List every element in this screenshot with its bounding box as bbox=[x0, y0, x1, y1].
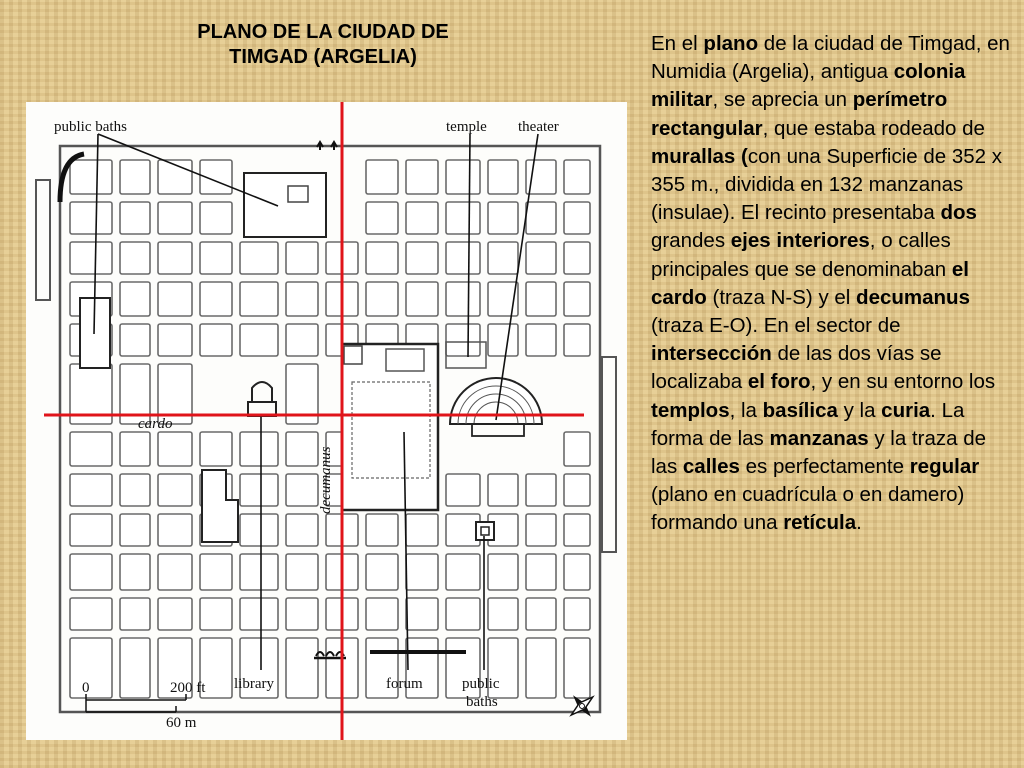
theater-stage bbox=[472, 424, 524, 436]
description-segment: dos bbox=[940, 201, 977, 225]
insula-block bbox=[564, 638, 590, 698]
insula-block bbox=[70, 202, 112, 234]
description-segment: curia bbox=[881, 398, 931, 422]
description-segment: , y en su entorno los bbox=[810, 370, 996, 394]
insula-block bbox=[446, 324, 480, 356]
insula-block bbox=[446, 242, 480, 274]
library-building bbox=[252, 382, 272, 402]
insula-block bbox=[286, 514, 318, 546]
description-segment: , o calles principales que se denominaban bbox=[651, 229, 952, 281]
insula-block bbox=[286, 598, 318, 630]
insula-block bbox=[120, 202, 150, 234]
public-baths-south bbox=[476, 522, 494, 540]
insula-block bbox=[286, 282, 318, 316]
insula-block bbox=[158, 242, 192, 274]
insula-block bbox=[120, 514, 150, 546]
label-theater: theater bbox=[518, 119, 559, 135]
description-segment: templos bbox=[651, 398, 730, 422]
insula-block bbox=[488, 598, 518, 630]
insula-block bbox=[564, 432, 590, 466]
description-segment: es perfectamente bbox=[739, 455, 910, 479]
insula-block bbox=[286, 432, 318, 466]
insula-block bbox=[200, 432, 232, 466]
label-forum: forum bbox=[386, 676, 423, 692]
description-segment: , la bbox=[729, 398, 763, 422]
insula-block bbox=[406, 202, 438, 234]
description-segment: intersección bbox=[651, 342, 772, 366]
insula-block bbox=[366, 160, 398, 194]
label-public-baths: public baths bbox=[54, 119, 127, 135]
insula-block bbox=[564, 554, 590, 590]
description-segment: de las dos vías se localizaba bbox=[651, 342, 942, 394]
insula-block bbox=[200, 282, 232, 316]
insula-block bbox=[240, 514, 278, 546]
insula-block bbox=[70, 554, 112, 590]
description-segment: calles bbox=[682, 455, 740, 479]
public-baths-north bbox=[244, 173, 326, 237]
insula-block bbox=[564, 160, 590, 194]
insula-block bbox=[526, 598, 556, 630]
insula-block bbox=[526, 242, 556, 274]
description-segment: ejes interiores bbox=[730, 229, 870, 253]
description-segment: . bbox=[856, 511, 862, 535]
insula-block bbox=[120, 242, 150, 274]
insula-block bbox=[366, 202, 398, 234]
insula-block bbox=[406, 598, 438, 630]
insula-block bbox=[158, 514, 192, 546]
insula-block bbox=[406, 160, 438, 194]
insula-block bbox=[120, 638, 150, 698]
insula-block bbox=[286, 554, 318, 590]
description-segment: . La forma de las bbox=[651, 398, 965, 450]
insula-block bbox=[120, 554, 150, 590]
description-segment: basílica bbox=[762, 398, 838, 422]
insula-block bbox=[240, 474, 278, 506]
insula-block bbox=[366, 282, 398, 316]
insula-block bbox=[240, 554, 278, 590]
insula-block bbox=[564, 474, 590, 506]
insula-block bbox=[70, 598, 112, 630]
description-segment: colonia militar bbox=[651, 60, 966, 112]
description-segment: murallas ( bbox=[651, 144, 748, 168]
insula-block bbox=[488, 242, 518, 274]
insula-block bbox=[240, 242, 278, 274]
description-segment: retícula bbox=[783, 511, 857, 535]
page-title: PLANO DE LA CIUDAD DE TIMGAD (ARGELIA) bbox=[197, 21, 449, 68]
description-segment: grandes bbox=[651, 229, 731, 253]
insula-block bbox=[564, 242, 590, 274]
insula-block bbox=[120, 160, 150, 194]
city-plan-map bbox=[26, 102, 627, 740]
description-segment: En el bbox=[651, 32, 704, 55]
insula-block bbox=[200, 324, 232, 356]
description-segment: decumanus bbox=[856, 285, 970, 309]
insula-block bbox=[120, 598, 150, 630]
insula-block bbox=[488, 554, 518, 590]
insula-block bbox=[158, 202, 192, 234]
insula-block bbox=[158, 598, 192, 630]
insula-block bbox=[446, 514, 480, 546]
insula-block bbox=[406, 242, 438, 274]
insula-block bbox=[70, 638, 112, 698]
description-segment: y la traza de las bbox=[651, 426, 987, 479]
insula-block bbox=[406, 514, 438, 546]
insula-block bbox=[200, 554, 232, 590]
east-annex bbox=[602, 357, 616, 552]
insula-block bbox=[120, 432, 150, 466]
map-svg bbox=[26, 102, 627, 740]
insula-block bbox=[488, 324, 518, 356]
insula-block bbox=[286, 324, 318, 356]
insula-block bbox=[488, 474, 518, 506]
insula-block bbox=[240, 282, 278, 316]
description-segment: regular bbox=[909, 455, 980, 479]
label-decumanus: decumanus bbox=[318, 446, 334, 514]
insula-block bbox=[366, 598, 398, 630]
insula-block bbox=[240, 432, 278, 466]
insula-block bbox=[158, 324, 192, 356]
insula-block bbox=[158, 282, 192, 316]
insula-block bbox=[564, 282, 590, 316]
insula-block bbox=[488, 160, 518, 194]
insula-block bbox=[120, 324, 150, 356]
insula-block bbox=[366, 514, 398, 546]
insula-block bbox=[366, 242, 398, 274]
description-segment: plano bbox=[703, 32, 759, 55]
insula-block bbox=[526, 554, 556, 590]
insula-block bbox=[286, 638, 318, 698]
description-segment: con una Superficie de 352 x 355 m., dividida en 132 manzanas (insulae). El recinto presentaba bbox=[651, 144, 1003, 225]
insula-block bbox=[158, 474, 192, 506]
insula-block bbox=[488, 202, 518, 234]
label-temple: temple bbox=[446, 119, 487, 135]
insula-block bbox=[526, 514, 556, 546]
scale-zero: 0 bbox=[82, 680, 90, 696]
insula-block bbox=[70, 432, 112, 466]
insula-block bbox=[240, 324, 278, 356]
west-annex bbox=[36, 180, 50, 300]
insula-block bbox=[446, 474, 480, 506]
insula-block bbox=[446, 282, 480, 316]
insula-block bbox=[200, 598, 232, 630]
insula-block bbox=[446, 160, 480, 194]
insula-block bbox=[366, 554, 398, 590]
insula-block bbox=[446, 598, 480, 630]
insula-block bbox=[158, 554, 192, 590]
description-segment: manzanas bbox=[769, 426, 869, 450]
insula-block bbox=[446, 554, 480, 590]
description-segment: el cardo bbox=[651, 257, 969, 309]
label-library: library bbox=[234, 676, 274, 692]
insula-block bbox=[564, 324, 590, 356]
scale-feet: 200 ft bbox=[170, 680, 206, 696]
insula-block bbox=[70, 514, 112, 546]
insula-block bbox=[120, 282, 150, 316]
label-baths-bottom: baths bbox=[466, 694, 498, 710]
insula-block bbox=[70, 160, 112, 194]
description-segment: (traza E-O). En el sector de bbox=[651, 314, 901, 338]
insula-block bbox=[526, 474, 556, 506]
description-segment: y la bbox=[837, 398, 882, 422]
insula-block bbox=[526, 202, 556, 234]
insula-block bbox=[200, 242, 232, 274]
description-segment: , que estaba rodeado de bbox=[762, 116, 985, 140]
label-cardo: cardo bbox=[138, 416, 173, 432]
insula-block bbox=[120, 474, 150, 506]
label-public-bottom: public bbox=[462, 676, 500, 692]
description-text bbox=[651, 30, 1016, 538]
insula-block bbox=[240, 598, 278, 630]
description-segment: perímetro rectangular bbox=[651, 88, 948, 140]
insula-block bbox=[446, 202, 480, 234]
description-segment: de la ciudad de Timgad, en Numidia (Argelia), antigua bbox=[651, 32, 1010, 84]
insula-block bbox=[526, 282, 556, 316]
insula-block bbox=[70, 242, 112, 274]
description-segment: , se aprecia un bbox=[712, 88, 853, 112]
insula-block bbox=[406, 554, 438, 590]
insula-block bbox=[158, 432, 192, 466]
insula-block bbox=[70, 474, 112, 506]
description-segment: el foro bbox=[747, 370, 811, 394]
insula-block bbox=[286, 242, 318, 274]
insula-block bbox=[406, 282, 438, 316]
insula-block bbox=[564, 202, 590, 234]
insula-block bbox=[564, 514, 590, 546]
description-segment: (traza N-S) y el bbox=[706, 285, 857, 309]
description-segment: (plano en cuadrícula o en damero) formando una bbox=[651, 483, 965, 535]
insula-block bbox=[564, 598, 590, 630]
insula-block bbox=[526, 324, 556, 356]
insula-block bbox=[286, 474, 318, 506]
insula-block bbox=[200, 202, 232, 234]
scale-meters: 60 m bbox=[166, 715, 197, 731]
insula-block bbox=[526, 638, 556, 698]
